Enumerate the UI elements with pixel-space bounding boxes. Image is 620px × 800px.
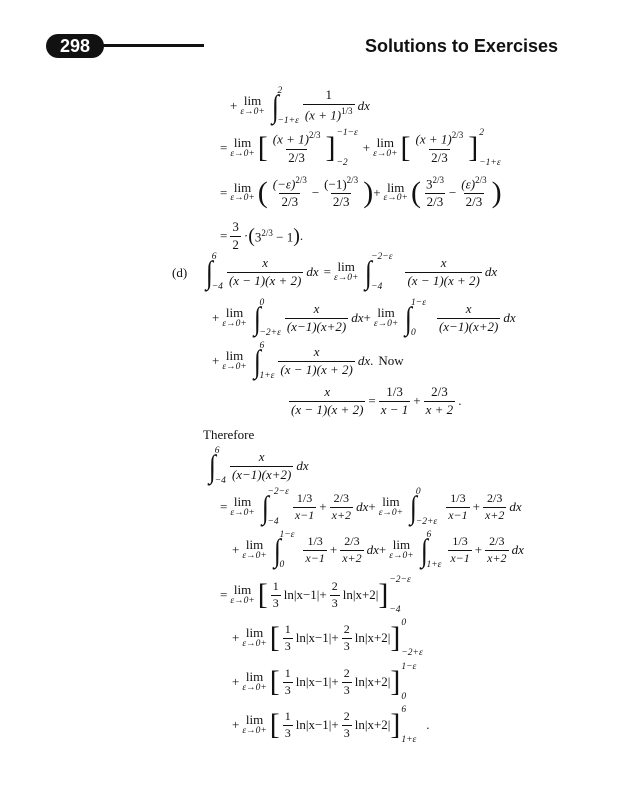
- equals-sign: =: [220, 140, 228, 155]
- limit: lim ε→0+: [230, 179, 255, 204]
- limit: lim ε→0+: [383, 179, 408, 204]
- eq-line-7: + lim ε→0+ ∫ 6 1+ε x (x − 1)(x + 2) dx . Now: [212, 341, 404, 381]
- eq-line-9: ∫ 6 −4 x (x−1)(x+2) dx: [208, 446, 309, 486]
- page-number: 298: [46, 34, 104, 58]
- limit-sub: ε→0+: [240, 106, 265, 117]
- fraction: $(x + 1)^{2/3}$ 2/3: [272, 130, 321, 165]
- plus-sign: +: [230, 98, 238, 113]
- eq-line-8: $\frac{x}{(x - 1)(x + 2)}$ = $\frac{1/3}{x - 1}$ + $\frac{2/3}{x + 2}$ .: [291, 384, 462, 417]
- limit: lim ε→0+: [373, 135, 398, 159]
- eq-line-1: [230, 86, 370, 126]
- header-rule: [100, 44, 204, 47]
- eq-line-3: = lim ε→0+ ( $(-\varepsilon)^{2/3}$ 2/3 − $\frac{(-1)^{2/3}}{2/3}$ ) + lim ε→0+ ( $3^{2/3}$ 2/3 − $\frac{(\varepsilon)^{2/3}}{2/3}$ ): [220, 175, 502, 210]
- eq-line-4: = $\frac{3}{2}$ · ( $3^{2/3} - 1$ ) .: [220, 219, 304, 252]
- numerator: 1: [325, 87, 332, 103]
- prose-now: Now: [378, 353, 404, 368]
- fraction: $(x + 1)^{2/3}$ 2/3: [415, 130, 464, 165]
- dx: dx: [357, 98, 370, 113]
- eq-line-6: + lim ε→0+ ∫ 0 −2+ε x (x−1)(x+2) dx + lim ε→0+ ∫ 1−ε 0 x (x−1)(x+2) dx: [212, 298, 516, 338]
- prose-therefore: Therefore: [203, 427, 255, 442]
- limit: [240, 94, 264, 118]
- evaluation-limits: −1−ε −2: [336, 128, 358, 168]
- limit: lim ε→0+: [230, 135, 255, 159]
- eq-line-11: + lim ε→0+ ∫ 1−ε 0 1/3 x−1 + $\frac{2/3}{x+2}$ dx + lim ε→0+ ∫ 6 1+ε 1/3 x−1 + $\frac{2/3}{x+2}$ dx: [232, 530, 524, 570]
- eq-line-2: = lim ε→0+ [ $(x + 1)^{2/3}$ 2/3 ] −1−ε −2 + lim ε→0+ [ $(x + 1)^{2/3}$ 2/3 ] 2 −1+ε: [220, 128, 501, 168]
- eq-line-15: + lim ε→0+ [ 1 3 ln|x−1|+ $\frac{2}{3}$ ln|x+2| ] 6 1+ε .: [232, 705, 430, 745]
- eq-line-13: + lim ε→0+ [ 1 3 ln|x−1|+ $\frac{2}{3}$ ln|x+2| ] 0 −2+ε: [232, 618, 423, 658]
- lower-limit: −1+ε: [277, 116, 299, 126]
- eq-line-5: ∫ 6 −4 x (x − 1)(x + 2) dx = lim ε→0+ ∫ −2−ε −4 x (x − 1)(x + 2) dx: [205, 252, 498, 292]
- eq-line-10: = lim ε→0+ ∫ −2−ε −4 1/3 x−1 + $\frac{2/3}{x+2}$ dx + lim ε→0+ ∫ 0 −2+ε 1/3 x−1 + $\frac{2/3}{x+2}$ dx: [220, 487, 522, 527]
- denominator: $(x + 1)^{1/3}$: [304, 106, 353, 123]
- eq-line-12: = lim ε→0+ [ 1 3 ln|x−1|+ $\frac{2}{3}$ ln|x+2| ] −2−ε −4: [220, 575, 411, 615]
- fraction: [303, 88, 355, 123]
- limit-word: lim: [243, 93, 262, 109]
- running-title: Solutions to Exercises: [364, 36, 558, 56]
- evaluation-limits: 2 −1+ε: [479, 128, 501, 168]
- eq-line-14: + lim ε→0+ [ 1 3 ln|x−1|+ $\frac{2}{3}$ ln|x+2| ] 1−ε 0: [232, 662, 417, 702]
- upper-limit: 2: [277, 86, 283, 96]
- integral-sign: ∫ 2 −1+ε: [271, 86, 299, 126]
- part-label: (d): [172, 265, 188, 280]
